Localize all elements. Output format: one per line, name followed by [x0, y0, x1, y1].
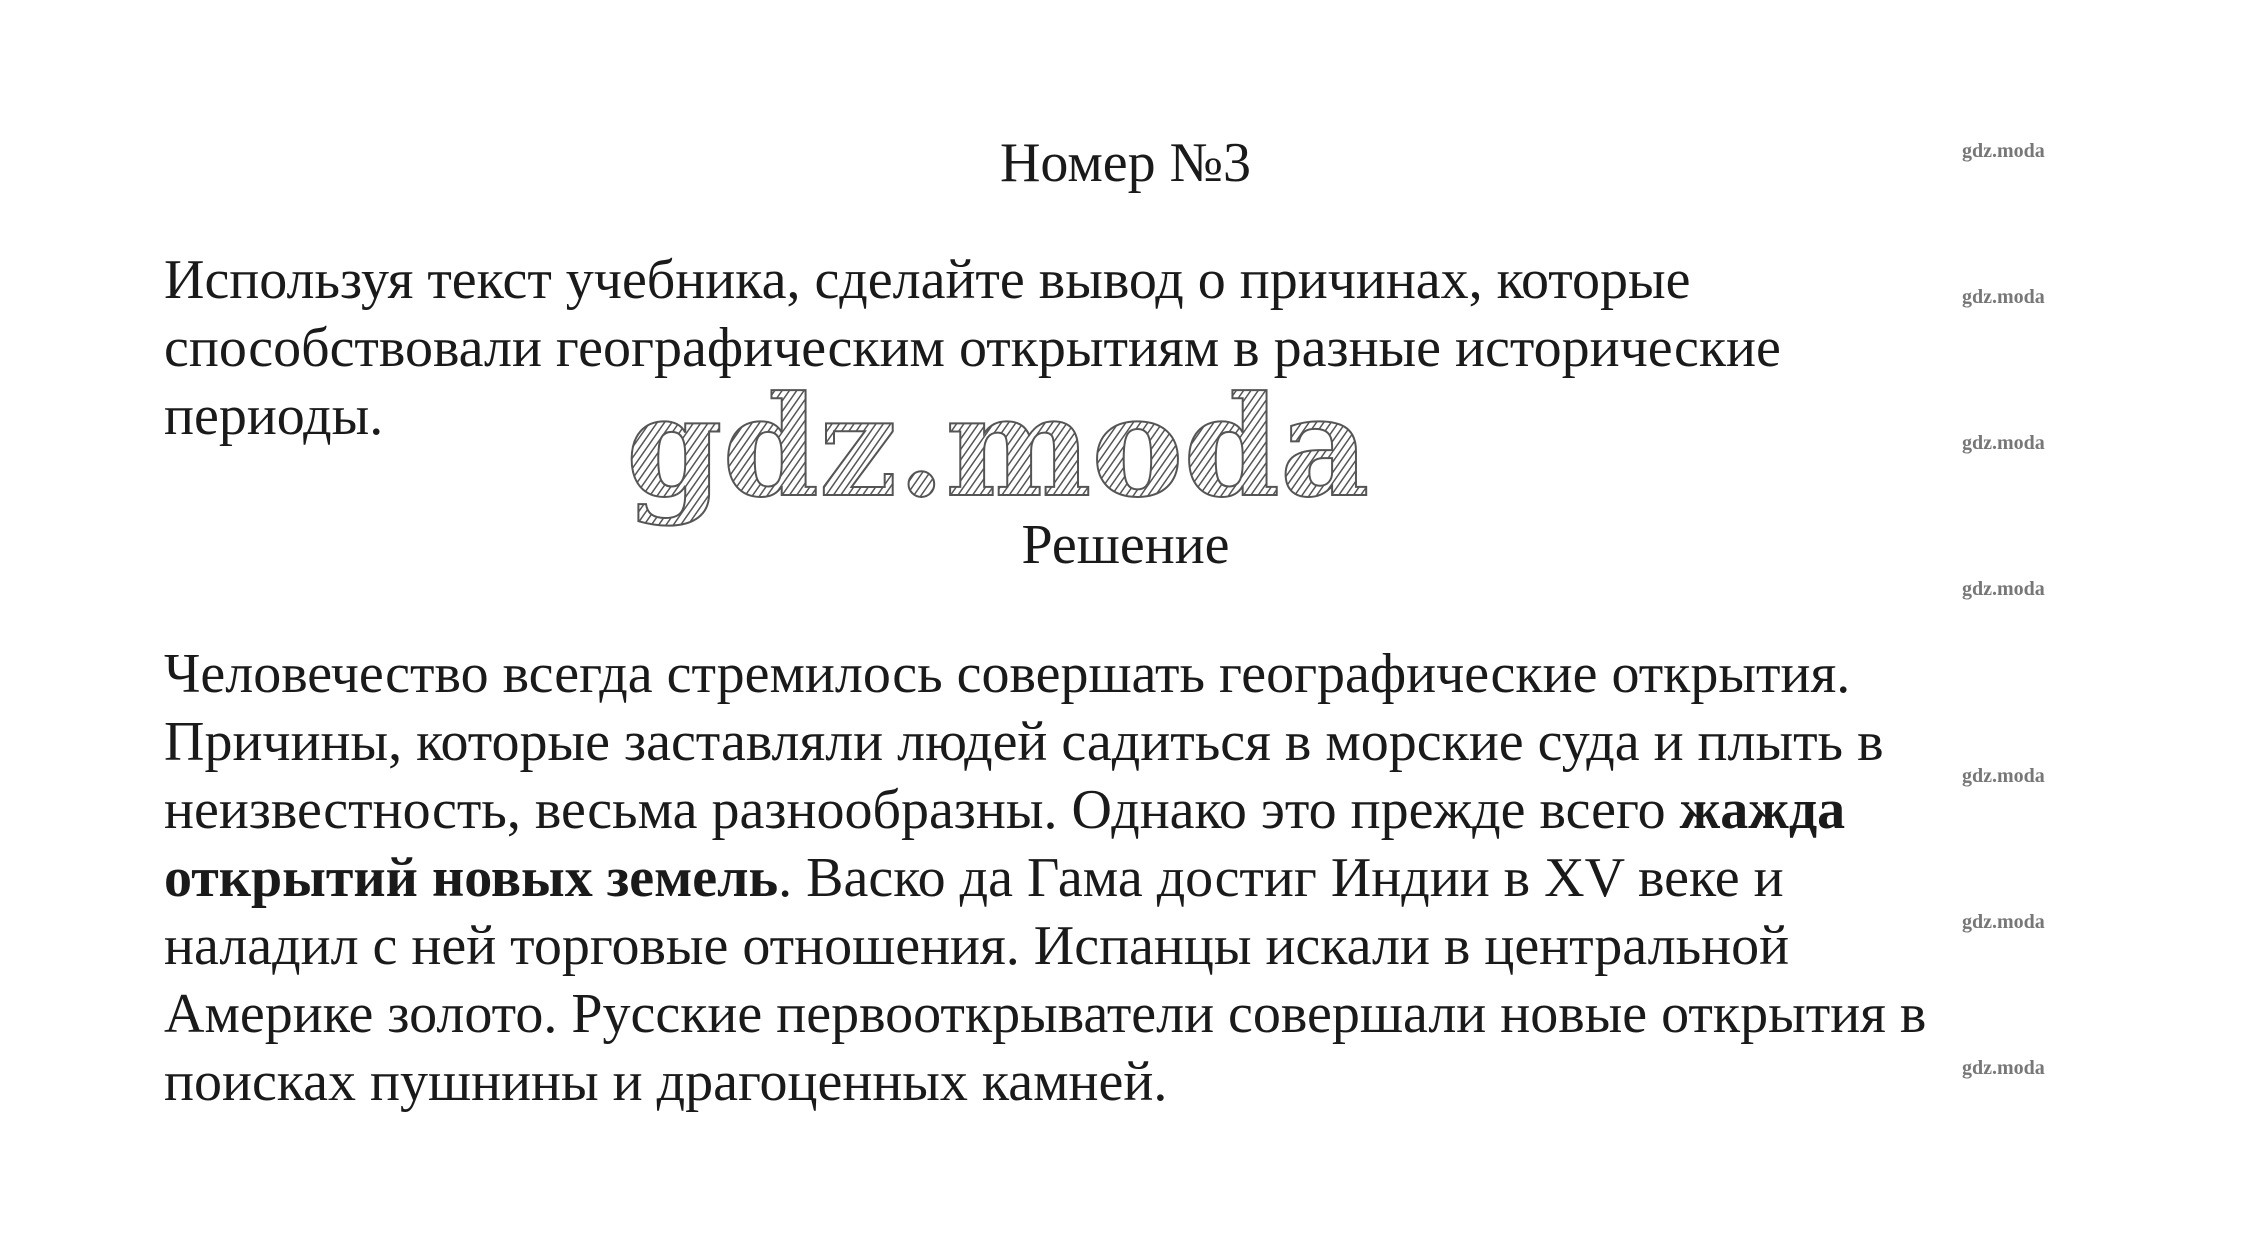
- answer-line: наладил с ней торговые отношения. Испанцы искали в центральной: [164, 915, 1790, 977]
- task-line: способствовали географическим открытиям в разные исторические: [164, 317, 1781, 379]
- solution-heading: Решение: [1021, 514, 1230, 576]
- watermark-small: gdz.moda: [1962, 765, 2045, 787]
- answer-bold-segment: жажда: [1679, 779, 1846, 841]
- watermark-logo-text: gdz.moda: [626, 365, 1370, 528]
- answer-text-segment: . Васко да Гама достиг Индии в XV веке и: [778, 847, 1784, 909]
- watermark-small: gdz.moda: [1962, 286, 2045, 308]
- page-title: Номер №3: [999, 132, 1252, 194]
- watermark-small: gdz.moda: [1962, 911, 2045, 933]
- watermark-small: gdz.moda: [1962, 578, 2045, 600]
- answer-line: [164, 776, 2104, 844]
- task-line: периоды.: [164, 385, 384, 447]
- answer-line: поисках пушнины и драгоценных камней.: [164, 1051, 1168, 1113]
- task-line: Используя текст учебника, сделайте вывод о причинах, которые: [164, 249, 1691, 311]
- answer-line: [164, 844, 2104, 912]
- watermark-small: gdz.moda: [1962, 432, 2045, 454]
- watermark-small: gdz.moda: [1962, 140, 2045, 162]
- answer-text-segment: неизвестность, весьма разнообразны. Однако это прежде всего: [164, 779, 1680, 841]
- answer-line: Америке золото. Русские первооткрыватели совершали новые открытия в: [164, 983, 1927, 1045]
- answer-line: Человечество всегда стремилось совершать географические открытия.: [164, 643, 1851, 705]
- answer-text: [164, 640, 2104, 1116]
- watermark-small: gdz.moda: [1962, 1057, 2045, 1079]
- answer-line: Причины, которые заставляли людей садиться в морские суда и плыть в: [164, 711, 1884, 773]
- answer-bold-segment: открытий новых земель: [164, 847, 779, 909]
